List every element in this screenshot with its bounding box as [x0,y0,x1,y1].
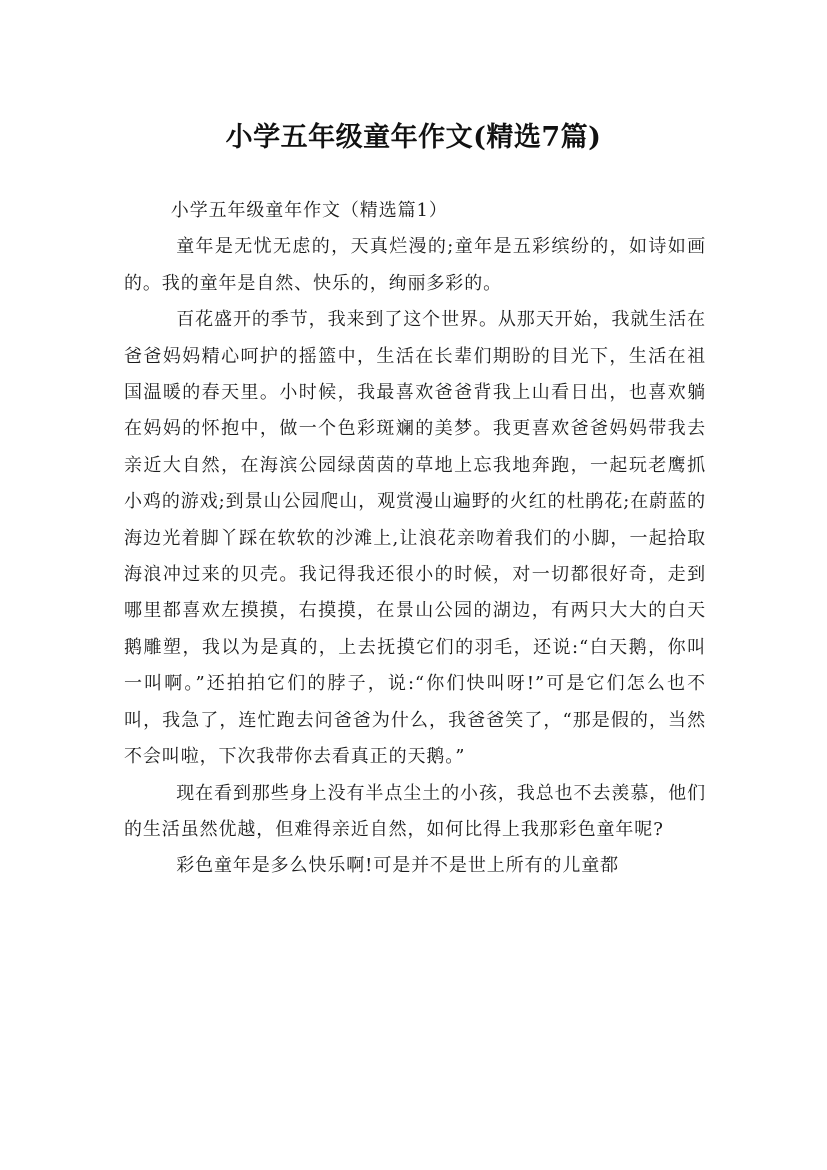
section-heading: 小学五年级童年作文（精选篇1） [170,200,448,221]
paragraph-4: 彩色童年是多么快乐啊!可是并不是世上所有的儿童都 [176,855,620,877]
paragraph-1: 童年是无忧无虑的，天真烂漫的;童年是五彩缤纷的，如诗如画的。我的童年是自然、快乐的，绚丽多彩的。 [124,236,706,294]
paragraph-2: 百花盛开的季节，我来到了这个世界。从那天开始，我就生活在爸爸妈妈精心呵护的摇篮中，生活在长辈们期盼的目光下，生活在祖国温暖的春天里。小时候，我最喜欢爸爸背我上山看日出，也喜欢躺在妈妈的怀抱中，做一个色彩斑斓的美梦。我更喜欢爸爸妈妈带我去亲近大自然，在海滨公园绿茵茵的草地上忘我地奔跑，一起玩老鹰抓小鸡的游戏;到景山公园爬山，观赏漫山遍野的火红的杜鹃花;在蔚蓝的海边光着脚丫踩在软软的沙滩上,让浪花亲吻着我们的小脚，一起拾取海浪冲过来的贝壳。我记得我还很小的时候，对一切都很好奇，走到哪里都喜欢左摸摸，右摸摸，在景山公园的湖边，有两只大大的白天鹅雕塑，我以为是真的，上去抚摸它们的羽毛，还说:“白天鹅，你叫一叫啊。”还拍拍它们的脖子，说:“你们快叫呀!”可是它们怎么也不叫，我急了，连忙跑去问爸爸为什么，我爸爸笑了，“那是假的，当然不会叫啦，下次我带你去看真正的天鹅。” [124,309,706,768]
article-body [124,193,706,885]
paragraph-3: 现在看到那些身上没有半点尘土的小孩，我总也不去羡慕，他们的生活虽然优越，但难得亲近自然，如何比得上我那彩色童年呢? [124,782,706,840]
document-title: 小学五年级童年作文(精选7篇) [225,122,602,154]
